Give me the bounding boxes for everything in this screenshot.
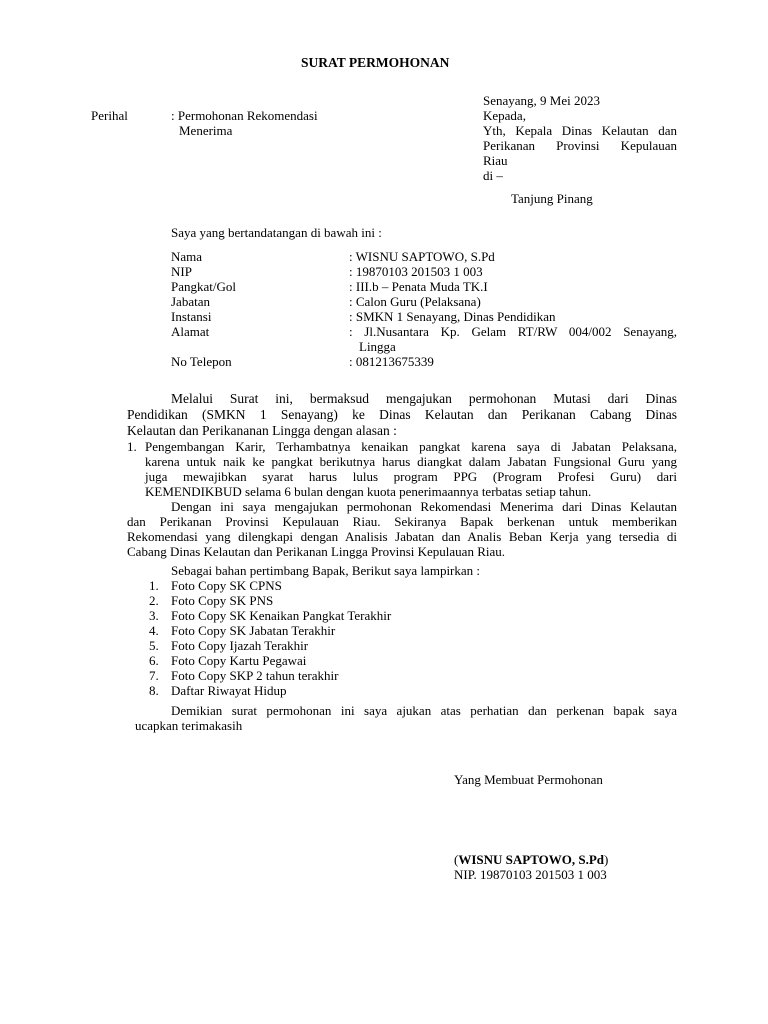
identity-address-cont: Lingga [359, 339, 396, 354]
identity-value: : III.b – Penata Muda TK.I [349, 279, 488, 294]
recipient-line: Riau [483, 153, 508, 168]
identity-label: Alamat [171, 324, 210, 339]
paragraph-line: Melalui Surat ini, bermaksud mengajukan permohonan Mutasi dari Dinas [171, 391, 677, 406]
perihal-value: : Permohonan Rekomendasi [171, 108, 318, 123]
attachment-number: 7. [149, 668, 159, 683]
signer-name: WISNU SAPTOWO, S.Pd [458, 852, 605, 867]
paragraph-line: Rekomendasi yang dilengkapi dengan Analisis Jabatan dan Analis Beban Kerja yang tersedia di [127, 529, 677, 544]
perihal-label: Perihal [91, 108, 128, 123]
identity-label: Pangkat/Gol [171, 279, 236, 294]
place-date: Senayang, 9 Mei 2023 [483, 93, 600, 108]
identity-value: : 081213675339 [349, 354, 434, 369]
paragraph-line: Dengan ini saya mengajukan permohonan Rekomendasi Menerima dari Dinas Kelautan [171, 499, 677, 514]
attachment-text: Foto Copy SK PNS [171, 593, 274, 608]
identity-label: Instansi [171, 309, 212, 324]
reason-line: juga mewajibkan syarat harus lulus program PPG (Program Profesi Guru) dari [145, 469, 677, 484]
recipient-line: Perikanan Provinsi Kepulauan [483, 138, 677, 153]
paragraph-line: Kelautan dan Perikananan Lingga dengan alasan : [127, 423, 397, 438]
identity-value: : 19870103 201503 1 003 [349, 264, 483, 279]
identity-label: Jabatan [171, 294, 210, 309]
closing-paragraph [135, 703, 677, 733]
recipient-block [483, 108, 677, 183]
attachment-item [149, 593, 273, 608]
identity-value: : WISNU SAPTOWO, S.Pd [349, 249, 495, 264]
body-paragraph-2 [127, 499, 677, 559]
attachment-item [149, 683, 287, 698]
attachment-text: Foto Copy Kartu Pegawai [171, 653, 307, 668]
attachment-item [149, 608, 391, 623]
recipient-line: Kepada, [483, 108, 526, 123]
attachment-number: 8. [149, 683, 159, 698]
attachment-number: 5. [149, 638, 159, 653]
identity-row-nip [171, 264, 677, 279]
attachment-text: Foto Copy Ijazah Terakhir [171, 638, 309, 653]
signature-nip: NIP. 19870103 201503 1 003 [454, 867, 607, 882]
attachment-text: Foto Copy SKP 2 tahun terakhir [171, 668, 339, 683]
identity-label: No Telepon [171, 354, 232, 369]
attachment-text: Foto Copy SK CPNS [171, 578, 282, 593]
paragraph-line: dan Perikanan Provinsi Kepulauan Riau. Sekiranya Bapak berkenan untuk memberikan [127, 514, 677, 529]
signature-label: Yang Membuat Permohonan [454, 772, 603, 787]
reason-line: Pengembangan Karir, Terhambatnya kenaikan pangkat karena saya di Jabatan Pelaksana, [145, 439, 677, 454]
closing-line: Demikian surat permohonan ini saya ajukan atas perhatian dan perkenan bapak saya [171, 703, 677, 718]
reason-line: karena untuk naik ke pangkat berikutnya harus diangkat dalam Jabatan Fungsional Guru yang [145, 454, 677, 469]
attachment-item [149, 578, 282, 593]
attachment-number: 4. [149, 623, 159, 638]
identity-value: : Calon Guru (Pelaksana) [349, 294, 481, 309]
identity-value: : SMKN 1 Senayang, Dinas Pendidikan [349, 309, 556, 324]
paragraph-line: Cabang Dinas Kelautan dan Perikanan Lingga Provinsi Kepulauan Riau. [127, 544, 505, 559]
attachment-item [149, 668, 338, 683]
identity-value: : Jl.Nusantara Kp. Gelam RT/RW 004/002 Senayang, [349, 324, 677, 339]
attachment-item [149, 653, 306, 668]
attachments-intro: Sebagai bahan pertimbang Bapak, Berikut saya lampirkan : [171, 563, 481, 578]
identity-row-position [171, 294, 677, 309]
attachment-number: 6. [149, 653, 159, 668]
identity-row-rank [171, 279, 677, 294]
paren-close: ) [604, 852, 609, 867]
perihal-value-cont: Menerima [179, 123, 233, 138]
attachment-text: Foto Copy SK Jabatan Terakhir [171, 623, 336, 638]
identity-row-name [171, 249, 677, 264]
attachment-item [149, 623, 335, 638]
attachment-number: 1. [149, 578, 159, 593]
signature-name [454, 852, 608, 867]
reason-text [145, 439, 677, 499]
attachment-number: 3. [149, 608, 159, 623]
identity-label: NIP [171, 264, 192, 279]
attachment-text: Foto Copy SK Kenaikan Pangkat Terakhir [171, 608, 392, 623]
identity-row-phone [171, 354, 677, 369]
intro-text: Saya yang bertandatangan di bawah ini : [171, 225, 382, 240]
body-paragraph-1 [127, 391, 677, 439]
identity-row-agency [171, 309, 677, 324]
reason-line: KEMENDIKBUD selama 6 bulan dengan kuota penerimaannya terbatas setiap tahun. [145, 484, 592, 499]
identity-row-address [171, 324, 677, 339]
paragraph-line: Pendidikan (SMKN 1 Senayang) ke Dinas Kelautan dan Perikanan Cabang Dinas [127, 407, 677, 422]
recipient-line: di – [483, 168, 503, 183]
recipient-city: Tanjung Pinang [511, 191, 593, 206]
letter-title: SURAT PERMOHONAN [301, 55, 450, 70]
identity-label: Nama [171, 249, 203, 264]
attachment-number: 2. [149, 593, 159, 608]
attachment-item [149, 638, 308, 653]
paren-open: ( [454, 852, 459, 867]
closing-line: ucapkan terimakasih [135, 718, 243, 733]
attachment-text: Daftar Riwayat Hidup [171, 683, 287, 698]
recipient-line: Yth, Kepala Dinas Kelautan dan [483, 123, 677, 138]
reason-number: 1. [127, 439, 137, 454]
